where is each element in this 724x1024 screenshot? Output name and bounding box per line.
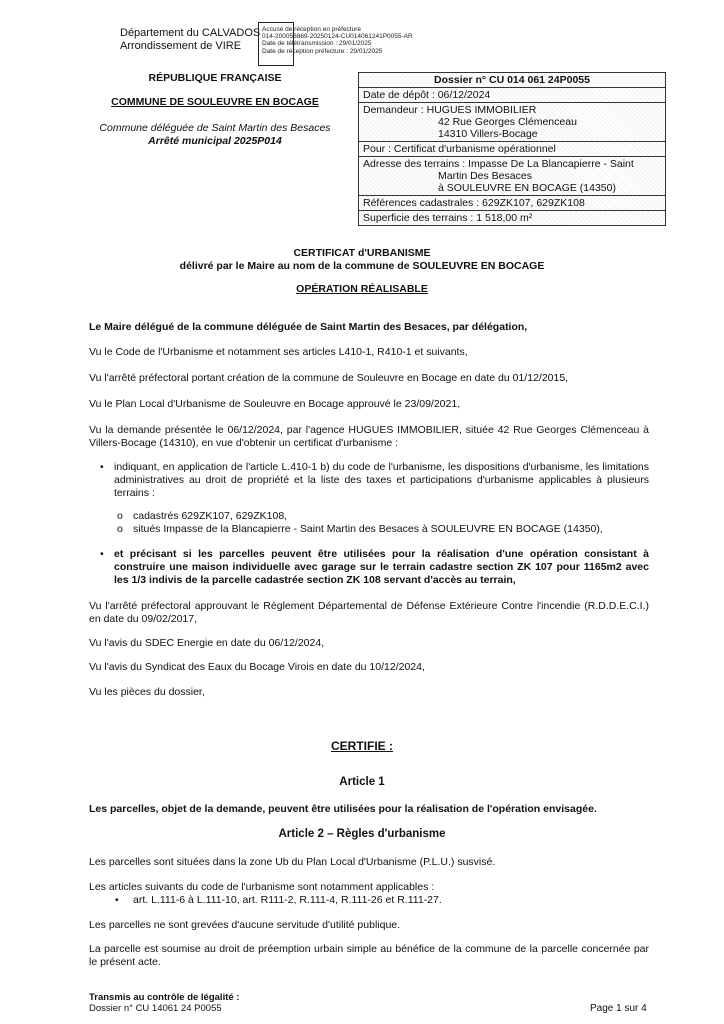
bullet-icon: • bbox=[100, 461, 104, 473]
footer-transmission bbox=[89, 992, 239, 1014]
sub-bullet-text: situés Impasse de la Blancapierre - Saint Martin des Besaces à SOULEUVRE EN BOCAGE (14350), bbox=[133, 523, 603, 535]
bullet-text: indiquant, en application de l'article L.410-1 b) du code de l'urbanisme, les dispositions d'urbanisme, les limitations administratives au droit de propriété et la liste des taxes et participations d'urbanisme applicables à plusieurs terrains : bbox=[114, 461, 649, 499]
demandeur-line: 14310 Villers-Bocage bbox=[438, 128, 538, 140]
footer-line: Transmis au contrôle de légalité : bbox=[89, 992, 240, 1003]
demandeur-line: Demandeur : HUGUES IMMOBILIER bbox=[363, 104, 537, 116]
certificate-title bbox=[60, 247, 664, 273]
article-2-paragraph: Les articles suivants du code de l'urbanisme sont notamment applicables : bbox=[89, 881, 435, 893]
reception-stamp bbox=[262, 26, 413, 55]
bullet-icon: • bbox=[115, 894, 119, 906]
commune-title: COMMUNE DE SOULEUVRE EN BOCAGE bbox=[111, 96, 319, 108]
vu-paragraph: Vu le Plan Local d'Urbanisme de Souleuvre en Bocage approuvé le 23/09/2021, bbox=[89, 398, 461, 410]
stamp-line: Date de télétransmission : 29/01/2025 bbox=[262, 40, 372, 48]
arrondissement-line: Arrondissement de VIRE bbox=[120, 40, 242, 52]
circle-bullet-icon: o bbox=[117, 510, 123, 522]
article-2-paragraph: Les parcelles ne sont grevées d'aucune servitude d'utilité publique. bbox=[89, 919, 401, 931]
vu-paragraph: Vu l'arrêté préfectoral approuvant le Règlement Départemental de Défense Extérieure Contre l'incendie (R.D.D.E.C.I.) en date du 09/02/2017, bbox=[89, 600, 649, 625]
delegated-commune: Commune déléguée de Saint Martin des Besaces bbox=[99, 122, 331, 134]
adresse bbox=[358, 157, 666, 196]
stamp-line: Date de réception préfecture : 29/01/2025 bbox=[262, 47, 383, 55]
vu-paragraph: Vu le Code de l'Urbanisme et notamment ses articles L410-1, R410-1 et suivants, bbox=[89, 346, 468, 358]
title-line: délivré par le Maire au nom de la commune de SOULEUVRE EN BOCAGE bbox=[179, 260, 545, 272]
operation-status: OPÉRATION RÉALISABLE bbox=[296, 283, 428, 295]
department-line: Département du CALVADOS bbox=[120, 27, 261, 39]
article-1-text: Les parcelles, objet de la demande, peuvent être utilisées pour la réalisation de l'opération envisagée. bbox=[89, 803, 597, 815]
title-line: CERTIFICAT d'URBANISME bbox=[293, 247, 431, 259]
dossier-number: Dossier n° CU 014 061 24P0055 bbox=[358, 72, 666, 88]
republic-title: RÉPUBLIQUE FRANÇAISE bbox=[148, 72, 282, 84]
references: Références cadastrales : 629ZK107, 629ZK108 bbox=[358, 196, 666, 211]
maire-statement: Le Maire délégué de la commune déléguée de Saint Martin des Besaces, par délégation, bbox=[89, 321, 528, 333]
pour: Pour : Certificat d'urbanisme opérationnel bbox=[358, 142, 666, 157]
article-2-bullet: art. L.111-6 à L.111-10, art. R111-2, R.111-4, R.111-26 et R.111-27. bbox=[133, 894, 442, 906]
bullet-text: et précisant si les parcelles peuvent être utilisées pour la réalisation d'une opération consistant à construire une maison individuelle avec garage sur le terrain cadastre section ZK 107 pour 1165m2 avec les 1/3 indivis de la parcelle cadastrée section ZK 108 servant d'accès au terrain, bbox=[114, 548, 649, 586]
sub-bullet-text: cadastrés 629ZK107, 629ZK108, bbox=[133, 510, 288, 522]
vu-paragraph: Vu l'avis du SDEC Energie en date du 06/12/2024, bbox=[89, 637, 325, 649]
arrete-number: Arrêté municipal 2025P014 bbox=[148, 135, 282, 147]
dossier-box bbox=[358, 72, 666, 226]
vu-paragraph: Vu l'arrêté préfectoral portant création de la commune de Souleuvre en Bocage en date du 01/12/2015, bbox=[89, 372, 569, 384]
certifie-heading: CERTIFIE : bbox=[331, 739, 393, 753]
article-2-title: Article 2 – Règles d'urbanisme bbox=[278, 828, 446, 840]
article-2-paragraph: La parcelle est soumise au droit de préemption urbain simple au bénéfice de la commune de la parcelle concernée par le présent acte. bbox=[89, 943, 649, 968]
bullet-icon: • bbox=[100, 548, 104, 560]
circle-bullet-icon: o bbox=[117, 523, 123, 535]
demandeur bbox=[358, 103, 666, 142]
footer-line: Dossier n° CU 14061 24 P0055 bbox=[89, 1003, 222, 1014]
adresse-line: Martin Des Besaces bbox=[438, 170, 532, 182]
article-2-paragraph: Les parcelles sont situées dans la zone Ub du Plan Local d'Urbanisme (P.L.U.) susvisé. bbox=[89, 856, 496, 868]
stamp-line: 014-200056869-20250124-CU014061241P0055-AR bbox=[262, 33, 413, 41]
page-number: Page 1 sur 4 bbox=[590, 1003, 647, 1014]
vu-paragraph: Vu la demande présentée le 06/12/2024, par l'agence HUGUES IMMOBILIER, située 42 Rue Georges Clémenceau à Villers-Bocage (14310), en vue d'obtenir un certificat d'urbanisme : bbox=[89, 424, 649, 449]
date-depot: Date de dépôt : 06/12/2024 bbox=[358, 88, 666, 103]
vu-paragraph: Vu les pièces du dossier, bbox=[89, 686, 205, 698]
demandeur-line: 42 Rue Georges Clémenceau bbox=[438, 116, 577, 128]
superficie: Superficie des terrains : 1 518,00 m² bbox=[358, 211, 666, 226]
vu-paragraph: Vu l'avis du Syndicat des Eaux du Bocage Virois en date du 10/12/2024, bbox=[89, 661, 425, 673]
adresse-line: à SOULEUVRE EN BOCAGE (14350) bbox=[438, 182, 616, 194]
article-1-title: Article 1 bbox=[339, 776, 385, 788]
left-header bbox=[80, 72, 350, 151]
stamp-line: Accusé de réception en préfecture bbox=[262, 26, 362, 33]
adresse-line: Adresse des terrains : Impasse De La Blancapierre - Saint bbox=[363, 158, 634, 170]
